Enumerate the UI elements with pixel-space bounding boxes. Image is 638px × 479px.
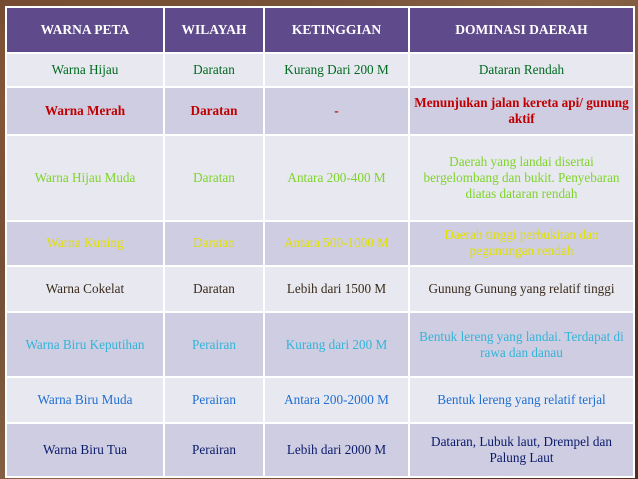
cell-wilayah: Daratan <box>164 266 264 312</box>
cell-wilayah: Daratan <box>164 87 264 135</box>
cell-ketinggian: - <box>264 87 409 135</box>
map-color-table <box>5 6 635 478</box>
cell-wilayah: Daratan <box>164 135 264 220</box>
cell-dominasi: Daerah yang landai disertai bergelombang dan bukit. Penyebaran diatas dataran rendah <box>409 135 634 220</box>
cell-warna: Warna Merah <box>6 87 164 135</box>
table-row <box>6 266 634 312</box>
table-row <box>6 53 634 87</box>
cell-warna: Warna Kuning <box>6 221 164 266</box>
cell-dominasi: Dataran, Lubuk laut, Drempel dan Palung Laut <box>409 423 634 477</box>
cell-ketinggian: Antara 200-400 M <box>264 135 409 220</box>
table-row <box>6 312 634 377</box>
cell-wilayah: Perairan <box>164 423 264 477</box>
cell-dominasi: Bentuk lereng yang landai. Terdapat di rawa dan danau <box>409 312 634 377</box>
cell-warna: Warna Biru Muda <box>6 377 164 423</box>
cell-ketinggian: Lebih dari 2000 M <box>264 423 409 477</box>
cell-dominasi: Dataran Rendah <box>409 53 634 87</box>
cell-warna: Warna Hijau <box>6 53 164 87</box>
header-row <box>6 7 634 53</box>
header-ketinggian: KETINGGIAN <box>264 7 409 53</box>
header-dominasi-daerah: DOMINASI DAERAH <box>409 7 634 53</box>
cell-ketinggian: Antara 200-2000 M <box>264 377 409 423</box>
cell-ketinggian: Kurang Dari 200 M <box>264 53 409 87</box>
cell-warna: Warna Biru Tua <box>6 423 164 477</box>
cell-wilayah: Daratan <box>164 53 264 87</box>
header-wilayah: WILAYAH <box>164 7 264 53</box>
cell-dominasi: Daerah tinggi perbukitan dan pegunungan rendah <box>409 221 634 266</box>
table-row <box>6 423 634 477</box>
cell-wilayah: Daratan <box>164 221 264 266</box>
cell-ketinggian: Kurang dari 200 M <box>264 312 409 377</box>
cell-wilayah: Perairan <box>164 377 264 423</box>
table-row <box>6 135 634 220</box>
header-warna-peta: WARNA PETA <box>6 7 164 53</box>
cell-warna: Warna Cokelat <box>6 266 164 312</box>
cell-dominasi: Gunung Gunung yang relatif tinggi <box>409 266 634 312</box>
table-row <box>6 87 634 135</box>
cell-warna: Warna Biru Keputihan <box>6 312 164 377</box>
cell-wilayah: Perairan <box>164 312 264 377</box>
cell-dominasi: Bentuk lereng yang relatif terjal <box>409 377 634 423</box>
table-row <box>6 377 634 423</box>
cell-warna: Warna Hijau Muda <box>6 135 164 220</box>
table-row <box>6 221 634 266</box>
cell-ketinggian: Antara 500-1000 M <box>264 221 409 266</box>
cell-dominasi: Menunjukan jalan kereta api/ gunung aktif <box>409 87 634 135</box>
cell-ketinggian: Lebih dari 1500 M <box>264 266 409 312</box>
